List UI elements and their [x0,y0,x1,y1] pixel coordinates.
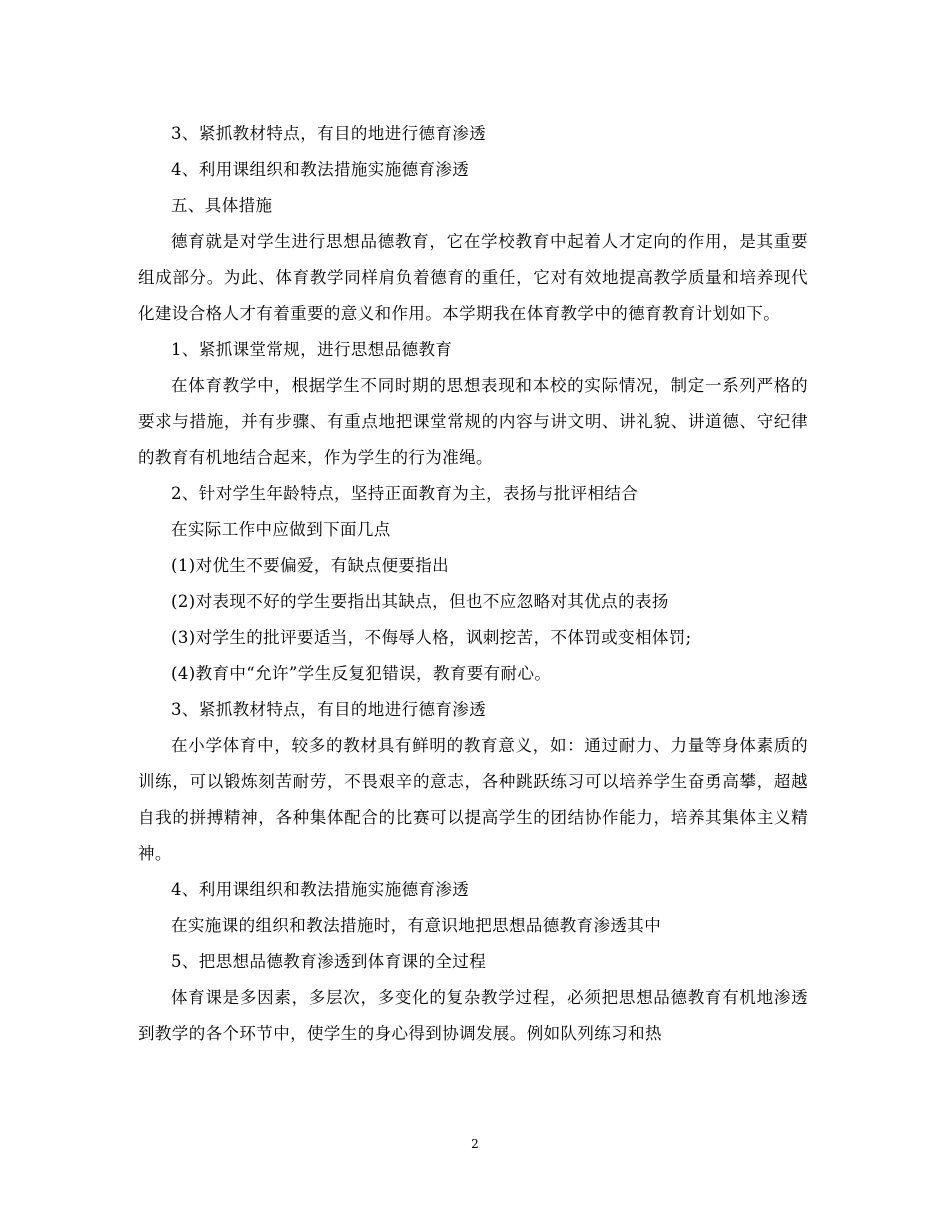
section-heading: 五、具体措施 [171,196,273,215]
paragraph-15: 4、利用课组织和教法措施实施德育渗透 [171,880,470,899]
list-item-3: (3)对学生的批评要适当，不侮辱人格，讽刺挖苦，不体罚或变相体罚; [171,628,692,647]
paragraph-8: 在实际工作中应做到下面几点 [171,520,391,539]
paragraph-4: 德育就是对学生进行思想品德教育，它在学校教育中起着人才定向的作用，是其重要组成部分。为此、体育教学同样肩负着德育的重任，它对有效地提高教学质量和培养现代化建设合格人才有着重要的意义和作用。本学期我在体育教学中的德育教育计划如下。 [138,232,808,323]
list-item-4: (4)教育中“允许”学生反复犯错误，教育要有耐心。 [171,664,552,683]
list-item-2: (2)对表现不好的学生要指出其缺点，但也不应忽略对其优点的表扬 [171,592,669,611]
paragraph-18: 体育课是多因素，多层次，多变化的复杂教学过程，必须把思想品德教育有机地渗透到教学的各个环节中，使学生的身心得到协调发展。例如队列练习和热 [138,988,808,1043]
paragraph-6: 在体育教学中，根据学生不同时期的思想表现和本校的实际情况，制定一系列严格的要求与措施，并有步骤、有重点地把课堂常规的内容与讲文明、讲礼貌、讲道德、守纪律的教育有机地结合起来，作为学生的行为准绳。 [138,376,808,467]
paragraph-13: 3、紧抓教材特点，有目的地进行德育渗透 [171,700,487,719]
page-number: 2 [471,1137,479,1151]
paragraph-2: 4、利用课组织和教法措施实施德育渗透 [171,160,470,179]
paragraph-1: 3、紧抓教材特点，有目的地进行德育渗透 [171,124,487,143]
paragraph-14: 在小学体育中，较多的教材具有鲜明的教育意义，如：通过耐力、力量等身体素质的训练，可以锻炼刻苦耐劳，不畏艰辛的意志，各种跳跃练习可以培养学生奋勇高攀，超越自我的拼搏精神，各种集体配合的比赛可以提高学生的团结协作能力，培养其集体主义精神。 [138,736,808,863]
document-body [138,116,808,1052]
paragraph-16: 在实施课的组织和教法措施时，有意识地把思想品德教育渗透其中 [171,916,662,935]
list-item-1: (1)对优生不要偏爱，有缺点便要指出 [171,556,450,575]
paragraph-7: 2、针对学生年龄特点，坚持正面教育为主，表扬与批评相结合 [171,484,639,503]
paragraph-5: 1、紧抓课堂常规，进行思想品德教育 [171,340,453,359]
paragraph-17: 5、把思想品德教育渗透到体育课的全过程 [171,952,487,971]
